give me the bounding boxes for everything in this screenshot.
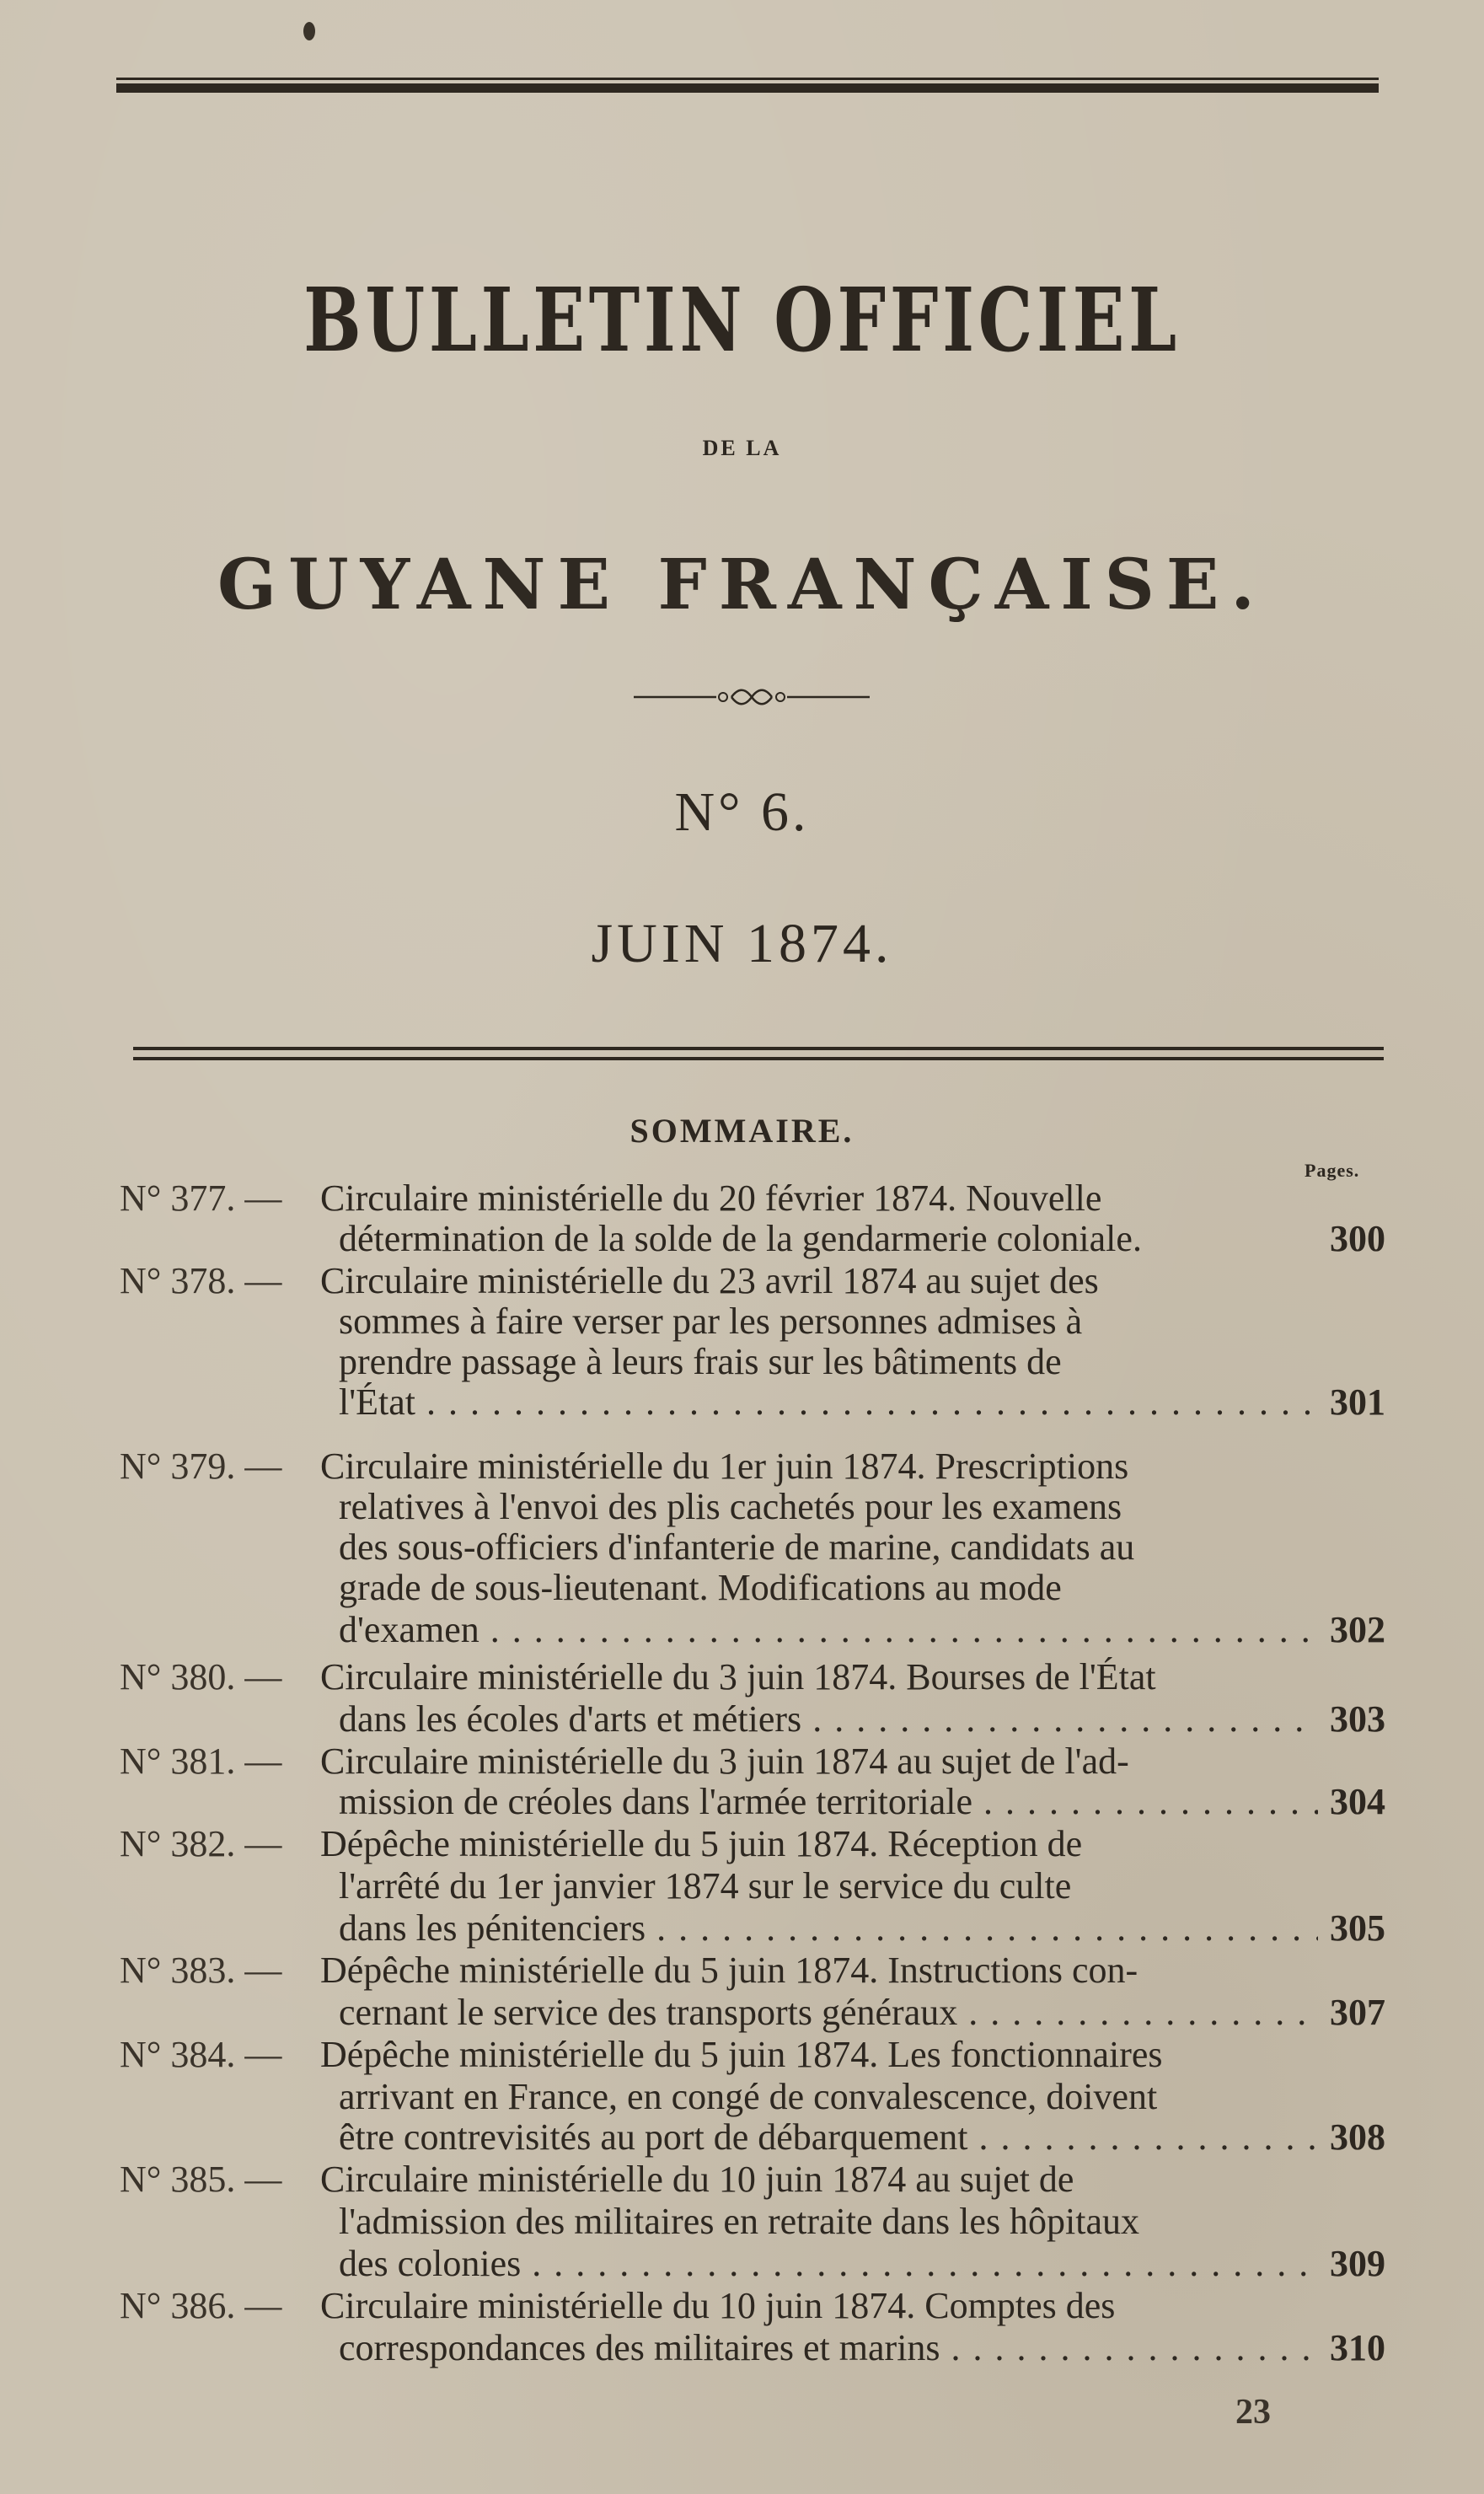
colony-name: GUYANE FRANÇAISE. [217, 544, 1267, 625]
title-connector: DE LA [702, 436, 782, 460]
entry-text-line: Circulaire ministérielle du 3 juin 1874. Bourses de l'État [320, 1656, 1156, 1698]
entry-page-number: 301 [1330, 1381, 1385, 1423]
entry-text-line: d'examen . . . [339, 1608, 1318, 1651]
entry-text-line: Circulaire ministérielle du 23 avril 1874 au sujet des [320, 1260, 1099, 1301]
entry-number: N° 384. — [120, 2034, 282, 2075]
entry-text-line: être contrevisités au port de débarquement . . . [339, 2116, 1318, 2159]
entry-text-line: l'admission des militaires en retraite dans les hôpitaux [339, 2201, 1140, 2242]
entry-text-line: cernant le service des transports généraux . . . [339, 1991, 1318, 2034]
folio-number: 23 [1235, 2393, 1271, 2432]
entry-text-line: dans les pénitenciers . . . [339, 1907, 1318, 1950]
entry-text-line: arrivant en France, en congé de convalescence, doivent [339, 2076, 1158, 2117]
entry-number: N° 380. — [120, 1656, 282, 1698]
entry-page-number: 300 [1330, 1218, 1385, 1259]
entry-text-line: Dépêche ministérielle du 5 juin 1874. Les fonctionnaires [320, 2034, 1163, 2075]
entry-number: N° 377. — [120, 1177, 282, 1219]
entry-page-number: 310 [1330, 2327, 1385, 2368]
entry-text-line: prendre passage à leurs frais sur les bâtiments de [339, 1341, 1062, 1382]
entry-text-line: l'arrêté du 1er janvier 1874 sur le service du culte [339, 1865, 1072, 1907]
entry-number: N° 379. — [120, 1445, 282, 1487]
entry-text-line: relatives à l'envoi des plis cachetés pour les examens [339, 1486, 1122, 1527]
entry-text-line: Dépêche ministérielle du 5 juin 1874. Réception de [320, 1823, 1083, 1864]
entry-text-line: grade de sous-lieutenant. Modifications au mode [339, 1567, 1062, 1608]
entry-text-line: l'État . . . [339, 1381, 1318, 1424]
entry-text-line: sommes à faire verser par les personnes admises à [339, 1301, 1083, 1342]
entry-text-line: Circulaire ministérielle du 10 juin 1874 au sujet de [320, 2159, 1074, 2200]
entry-text-line: Circulaire ministérielle du 3 juin 1874 au sujet de l'ad- [320, 1740, 1129, 1782]
entry-number: N° 386. — [120, 2285, 282, 2326]
entry-text-line: des colonies . . . [339, 2242, 1318, 2285]
entry-text-line: correspondances des militaires et marins . . . [339, 2326, 1318, 2369]
entry-page-number: 305 [1330, 1907, 1385, 1949]
entry-number: N° 381. — [120, 1740, 282, 1782]
entry-number: N° 382. — [120, 1823, 282, 1864]
entry-page-number: 302 [1330, 1609, 1385, 1650]
entry-page-number: 307 [1330, 1992, 1385, 2033]
entry-page-number: 309 [1330, 2243, 1385, 2284]
entry-text-line: des sous-officiers d'infanterie de marine, candidats au [339, 1526, 1135, 1568]
entry-text-line: dans les écoles d'arts et métiers . . . [339, 1698, 1318, 1740]
entry-text-line: mission de créoles dans l'armée territoriale . . . [339, 1780, 1318, 1823]
entry-page-number: 308 [1330, 2116, 1385, 2158]
entry-number: N° 378. — [120, 1260, 282, 1301]
entry-text-line: Dépêche ministérielle du 5 juin 1874. Instructions con- [320, 1950, 1138, 1991]
entry-page-number: 304 [1330, 1781, 1385, 1822]
pages-column-label: Pages. [1305, 1160, 1360, 1181]
issue-date: JUIN 1874. [591, 913, 893, 974]
entry-number: N° 383. — [120, 1950, 282, 1991]
entry-text-line: détermination de la solde de la gendarmerie coloniale. [339, 1218, 1142, 1259]
entry-text-line: Circulaire ministérielle du 20 février 1874. Nouvelle [320, 1177, 1102, 1219]
entry-number: N° 385. — [120, 2159, 282, 2200]
bulletin-title: BULLETIN OFFICIEL [303, 268, 1181, 372]
entry-text-line: Circulaire ministérielle du 1er juin 1874. Prescriptions [320, 1445, 1129, 1487]
entry-page-number: 303 [1330, 1698, 1385, 1740]
issue-number: N° 6. [674, 781, 810, 843]
summary-heading: SOMMAIRE. [629, 1112, 855, 1150]
entry-text-line: Circulaire ministérielle du 10 juin 1874. Comptes des [320, 2285, 1116, 2326]
